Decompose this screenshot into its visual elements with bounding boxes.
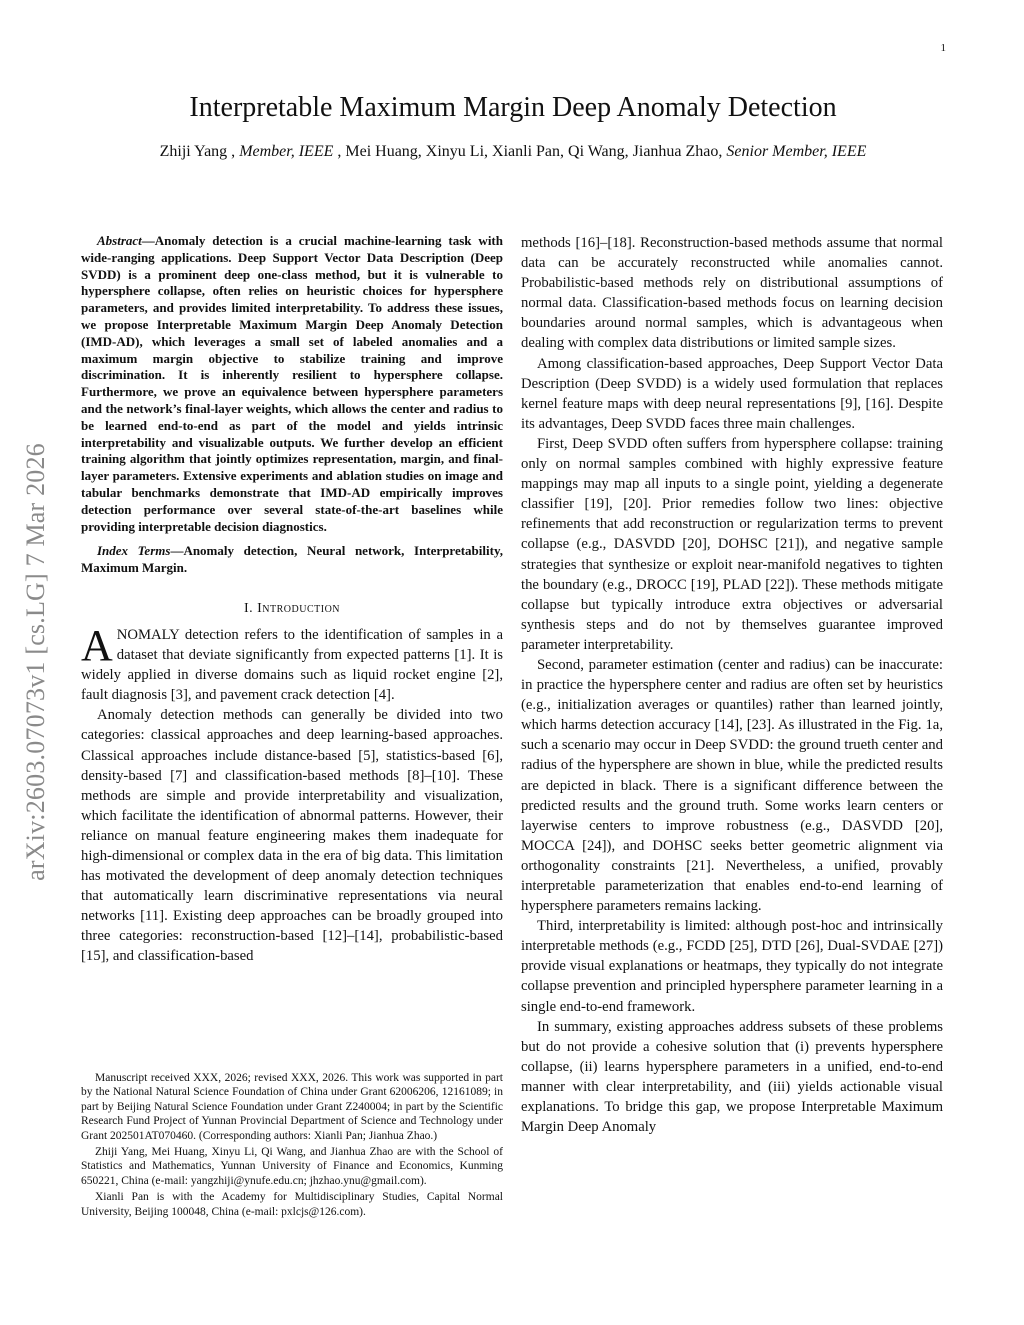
- index-terms-text: —Anomaly detection, Neural network, Interpretability, Maximum Margin.: [81, 543, 503, 576]
- author-line: [60, 143, 966, 161]
- left-column: [81, 233, 503, 967]
- right-paragraph-2: Among classification-based approaches, Deep Support Vector Data Description (Deep SVDD) is a widely used formulation that replaces kernel feature maps with deep neural representations [9], [16]. Despite its advantages, Deep SVDD faces three main challenges.: [521, 355, 943, 432]
- right-paragraph-6: In summary, existing approaches address subsets of these problems but do not provide a cohesive solution that (i) prevents hypersphere collapse, (ii) learns hypersphere parameters in a unified, end-to-end manner with clear interpretability, and (iii) yields actionable visual explanations. To bridge this gap, we propose Interpretable Maximum Margin Deep Anomaly: [521, 1018, 943, 1136]
- right-paragraph-1: methods [16]–[18]. Reconstruction-based methods assume that normal data can be accurately reconstructed while anomalies cannot. Probabilistic-based methods rely on distributional assumptions of normal data. Classification-based methods focus on learning decision boundaries around normal samples, which is advantageous when dealing with complex data distributions or limited sample sizes.: [521, 235, 943, 352]
- footnote-affiliation-1: Zhiji Yang, Mei Huang, Xinyu Li, Qi Wang, and Jianhua Zhao are with the School of Statistics and Mathematics, Yunnan University of Finance and Economics, Kunming 650221, China (e-mail: yangzhiji@ynufe.edu.cn; jhzhao.ynu@gmail.com).: [81, 1146, 503, 1187]
- right-paragraph-5: Third, interpretability is limited: although post-hoc and intrinsically interpretable methods (e.g., FCDD [25], DTD [26], Dual-SVDAE [27]) provide visual explanations or heatmaps, they typically do not integrate collapse prevention and principled hypersphere parameter learning in a single end-to-end framework.: [521, 918, 943, 1015]
- abstract: [81, 233, 503, 535]
- right-paragraph-4: Second, parameter estimation (center and radius) can be inaccurate: in practice the hypersphere center and radius are often set by heuristics (e.g., initialization averages or quantiles) rather than learned jointly, which harms detection accuracy [14], [23]. As illustrated in the Fig. 1a, such a scenario may occur in Deep SVDD: the ground trueth center and radius of the hypersphere are shown in blue, while the predicted results are depicted in black. There is a significant difference between the predicted results and the ground truth. Some works learn centers or layerwise centers to improve robustness (e.g., DASVDD [20], MOCCA [24]), and DOHSC seeks better geometric alignment via orthogonality constraints [21]. Nevertheless, a unified, provably interpretable parameterization that enables end-to-end learning of hypersphere parameters remains lacking.: [521, 656, 943, 915]
- index-terms-label: Index Terms: [97, 543, 171, 559]
- footnote-manuscript: Manuscript received XXX, 2026; revised XXX, 2026. This work was supported in part by the National Natural Science Foundation of China under Grant 62006206, 12161089; in part by Beijing Natural Science Foundation under Grant Z240004; in part by the Scientific Research Fund Project of Yunnan Provincial Department of Science and Technology under Grant 202501AT070460. (Corresponding authors: Xianli Pan; Jianhua Zhao.): [81, 1072, 503, 1142]
- footnote-affiliation-2: Xianli Pan is with the Academy for Multidisciplinary Studies, Capital Normal University, Beijing 100048, China (e-mail: pxlcjs@126.com).: [81, 1191, 503, 1218]
- arxiv-id: arXiv:2603.07073v1 [cs.LG] 7 Mar 2026: [21, 443, 50, 881]
- drop-cap: A: [81, 620, 113, 670]
- intro-paragraph-1: [81, 620, 503, 705]
- right-paragraph-3: First, Deep SVDD often suffers from hypersphere collapse: training only on normal samples combined with highly expressive feature mappings may map all inputs to a single point, yielding a degenerate classifier [19], [20]. Prior remedies follow two lines: objective refinements that add reconstruction or regularization terms to prevent collapse (e.g., DASVDD [20], DOHSC [21]), and negative sample strategies that synthesize or exploit near-manifold negatives to tighten the boundary (e.g., DROCC [19], PLAD [22]). These methods mitigate collapse but typically introduce extra objectives or adversarial synthesis steps and do not by themselves guarantee improved parameter interpretability.: [521, 435, 943, 653]
- right-column: [521, 233, 943, 1137]
- footnotes: [81, 1071, 503, 1221]
- intro-paragraph-2: Anomaly detection methods can generally be divided into two categories: classical approaches and deep learning-based approaches. Classical approaches include distance-based [5], statistics-based [6], density-based [7] and classification-based methods [8]–[10]. These methods are simple and provide interpretability and visualization, which facilitate the identification of abnormal patterns. However, their reliance on manual feature engineering makes them inadequate for high-dimensional or complex data in the era of big data. This limitation has motivated the development of deep anomaly detection techniques that automatically learn discriminative representations via neural networks [11]. Existing deep approaches can be broadly grouped into three categories: reconstruction-based [12]–[14], probabilistic-based [15], and classification-based: [81, 707, 503, 965]
- abstract-text: —Anomaly detection is a crucial machine-learning task with wide-ranging applications. Deep Support Vector Data Description (Deep SVDD) is a prominent deep one-class method, but it is vulnerable to hypersphere collapse, often relies on heuristic choices for hypersphere parameters, and provides limited interpretability. To address these issues, we propose Interpretable Maximum Margin Deep Anomaly Detection (IMD-AD), which leverages a small set of labeled anomalies and a maximum margin objective to stabilize training and improve discrimination. It is inherently resilient to hypersphere collapse. Furthermore, we prove an equivalence between hypersphere parameters and the network’s final-layer weights, which allows the center and radius to be learned end-to-end as part of the model and yields intrinsic interpretability and visualizable outputs. We further develop an efficient training algorithm that jointly optimizes representation, margin, and final-layer parameters. Extensive experiments and ablation studies on image and tabular benchmarks demonstrate that IMD-AD empirically improves detection performance over several state-of-the-art baselines while providing interpretable decision diagnostics.: [81, 233, 503, 534]
- section-heading-introduction: I. Introduction: [243, 600, 341, 616]
- index-terms: [81, 543, 503, 577]
- page-number: 1: [940, 42, 946, 54]
- author-role-2: Senior Member, IEEE: [726, 143, 867, 160]
- author-names-1: Zhiji Yang ,: [159, 143, 240, 160]
- author-names-2: , Mei Huang, Xinyu Li, Xianli Pan, Qi Wang, Jianhua Zhao,: [333, 143, 727, 160]
- arxiv-stamp: [21, 372, 51, 952]
- paper-title: Interpretable Maximum Margin Deep Anomaly Detection: [189, 92, 837, 123]
- intro-paragraph-1-text: NOMALY detection refers to the identification of samples in a dataset that deviate significantly from expected patterns [1]. It is widely applied in diverse domains such as liquid rocket engine [2], fault diagnosis [3], and pavement crack detection [4].: [81, 626, 503, 704]
- author-role-1: Member, IEEE: [239, 143, 334, 160]
- abstract-label: Abstract: [97, 233, 142, 248]
